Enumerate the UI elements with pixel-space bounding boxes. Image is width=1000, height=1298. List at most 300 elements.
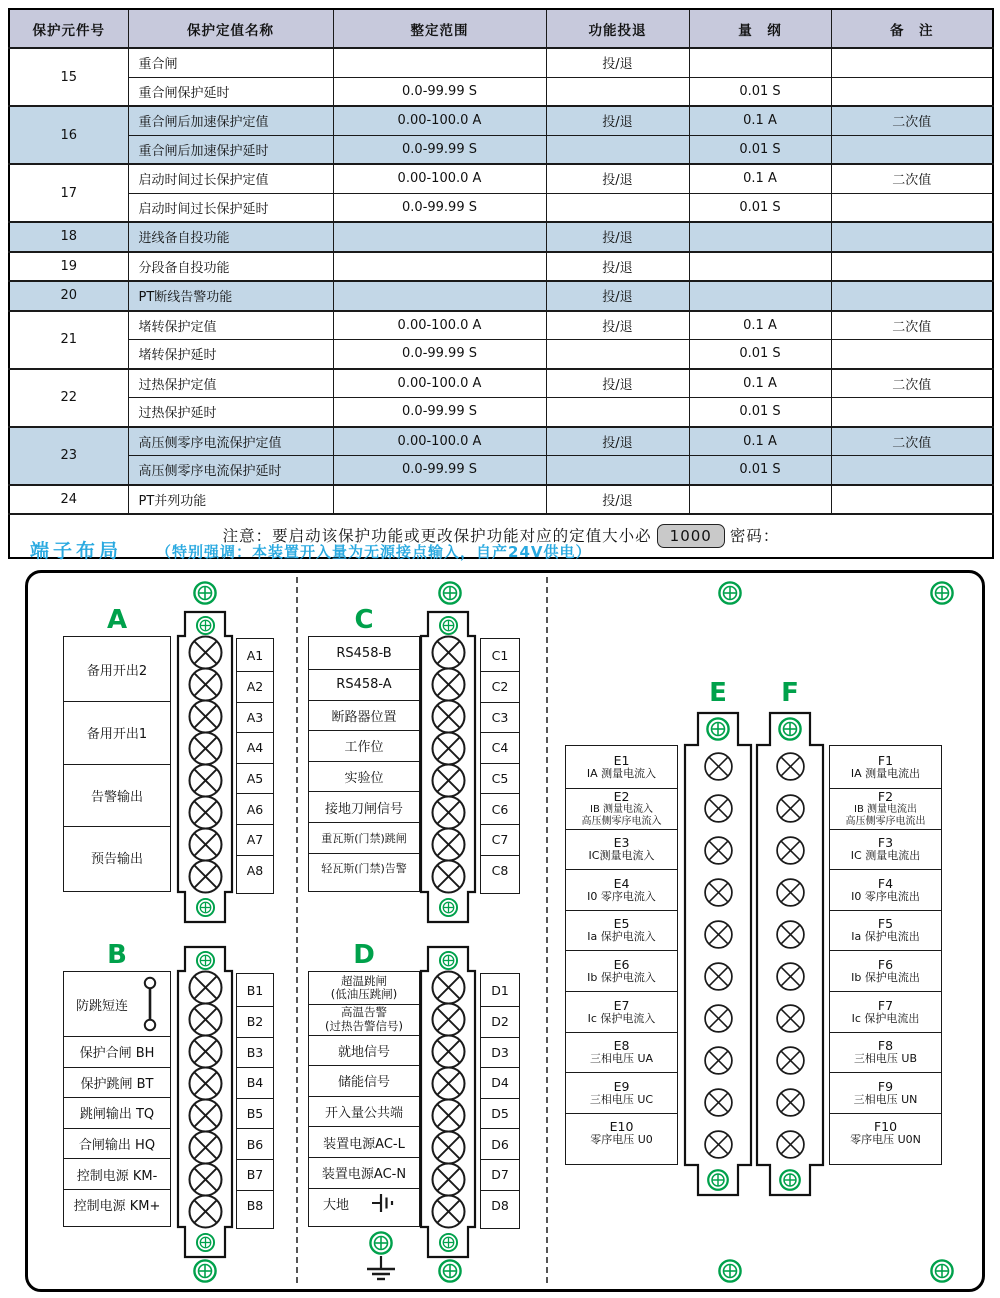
dimension: 0.01 S [689, 135, 831, 164]
io-label-text: 防跳短连 [75, 998, 128, 1014]
io-label-line: Ic 保护电流出 [851, 1011, 920, 1025]
terminal-number: C2 [481, 671, 519, 702]
jumper-icon [142, 976, 158, 1032]
section-C-terminal-numbers [480, 638, 520, 894]
setting-range: 0.0-99.99 S [333, 456, 546, 485]
element-number: 17 [9, 164, 128, 222]
io-label-line: 零序电压 U0N [850, 1133, 921, 1147]
io-label [566, 1032, 677, 1073]
terminal-code: E6 [613, 956, 630, 972]
terminal-number: A3 [237, 702, 273, 733]
io-label-text: 装置电源AC-N [321, 1167, 407, 1183]
remark [831, 135, 993, 164]
element-number: 15 [9, 48, 128, 106]
terminal-code: E5 [613, 916, 630, 932]
terminal-code: E2 [613, 789, 630, 805]
mounting-screw-icon [437, 580, 463, 606]
table-row [9, 340, 993, 369]
io-label-text: 备用开出1 [86, 727, 148, 743]
io-label [64, 701, 170, 764]
strip-screw-icon [705, 716, 731, 742]
section-divider [296, 577, 298, 1283]
dimension: 0.1 A [689, 164, 831, 193]
terminal-number: C7 [481, 824, 519, 855]
terminal-number: B8 [237, 1190, 273, 1221]
function-switch [546, 77, 689, 106]
terminal-code: F3 [877, 835, 894, 851]
io-label [830, 1113, 941, 1154]
terminal-layout-title [30, 536, 592, 563]
function-switch [546, 398, 689, 427]
section-E-label: E [709, 678, 727, 708]
terminal-code: E10 [609, 1119, 634, 1135]
terminal-number: A2 [237, 671, 273, 702]
terminal-circle-icon [703, 919, 734, 950]
terminal-number: B3 [237, 1037, 273, 1068]
io-label [309, 637, 419, 669]
dimension: 0.1 A [689, 427, 831, 456]
setting-name: 进线备自投功能 [128, 222, 333, 252]
io-label-text: 控制电源 KM- [76, 1168, 158, 1184]
terminal-number: B7 [237, 1159, 273, 1190]
io-label-text: 控制电源 KM+ [73, 1199, 161, 1215]
terminal-number: D4 [481, 1067, 519, 1098]
setting-name: 堵转保护延时 [128, 340, 333, 369]
io-label [64, 637, 170, 701]
terminal-number: D5 [481, 1098, 519, 1129]
setting-name: 分段备自投功能 [128, 252, 333, 282]
table-row [9, 252, 993, 282]
terminal-code: F10 [873, 1119, 898, 1135]
terminal-number: C5 [481, 763, 519, 794]
io-label [566, 1072, 677, 1113]
io-label [64, 1036, 170, 1067]
setting-name: 重合闸后加速保护延时 [128, 135, 333, 164]
io-label [830, 746, 941, 788]
io-label [309, 1188, 419, 1219]
dimension [689, 222, 831, 252]
io-label-line: I0 零序电流出 [851, 889, 920, 903]
io-label-line: IC 测量电流出 [850, 849, 921, 863]
remark [831, 222, 993, 252]
function-switch: 投/退 [546, 252, 689, 282]
note-text-before: 注意：要启动该保护功能或更改保护功能对应的定值大小必 [222, 527, 652, 545]
dimension [689, 281, 831, 311]
terminal-circle-icon [775, 835, 806, 866]
function-switch [546, 340, 689, 369]
element-number: 20 [9, 281, 128, 311]
io-label-text: 跳闸输出 TQ [79, 1107, 155, 1123]
setting-range: 0.0-99.99 S [333, 340, 546, 369]
dimension [689, 252, 831, 282]
earth-icon [371, 1193, 397, 1213]
io-label-line: I0 零序电流入 [587, 889, 656, 903]
section-B-terminal-numbers [236, 973, 274, 1229]
io-label-line: (低油压跳闸) [330, 987, 398, 1001]
table-row [9, 48, 993, 77]
terminal-number: B6 [237, 1128, 273, 1159]
io-label [309, 700, 419, 731]
io-label-line: IB 测量电流入 [590, 804, 653, 816]
io-label [830, 1032, 941, 1073]
section-D-io-labels [308, 971, 420, 1227]
terminal-circle-icon [703, 877, 734, 908]
element-number: 22 [9, 369, 128, 427]
io-label [566, 746, 677, 788]
strip-screw-icon [777, 716, 803, 742]
terminal-code: E1 [613, 752, 630, 768]
header-cell-1: 保护定值名称 [128, 9, 333, 48]
terminal-circle-icon [775, 1045, 806, 1076]
setting-range [333, 222, 546, 252]
strip-screw-icon [195, 897, 216, 918]
io-label-line: IA 测量电流出 [850, 766, 921, 780]
terminal-circle-icon [775, 877, 806, 908]
io-label [309, 761, 419, 792]
terminal-circle-icon [703, 1129, 734, 1160]
dimension: 0.1 A [689, 106, 831, 135]
io-label [64, 1067, 170, 1098]
io-label-line: 三相电压 UN [853, 1092, 918, 1106]
terminal-circle-icon [430, 858, 467, 895]
function-switch: 投/退 [546, 281, 689, 311]
ground-symbol-icon [364, 1256, 398, 1284]
setting-name: 重合闸保护延时 [128, 77, 333, 106]
dimension: 0.01 S [689, 340, 831, 369]
table-row [9, 311, 993, 340]
remark: 二次值 [831, 311, 993, 340]
setting-name: 重合闸后加速保护定值 [128, 106, 333, 135]
strip-screw-icon [438, 615, 459, 636]
io-label [64, 1189, 170, 1220]
mounting-screw-icon [192, 580, 218, 606]
terminal-circle-icon [775, 919, 806, 950]
terminal-code: E3 [613, 835, 630, 851]
terminal-number: A1 [246, 647, 264, 663]
table-header-row [9, 9, 993, 48]
remark [831, 77, 993, 106]
ground-screw-icon [368, 1230, 394, 1256]
table-row [9, 106, 993, 135]
password-box: 1000 [657, 524, 725, 548]
io-label [64, 1158, 170, 1189]
terminal-number: D3 [481, 1037, 519, 1068]
header-cell-5: 备 注 [831, 9, 993, 48]
io-label-line: 高温告警 [341, 1005, 387, 1020]
setting-range: 0.0-99.99 S [333, 135, 546, 164]
io-label-line: 三相电压 UC [589, 1092, 654, 1106]
table-row [9, 164, 993, 193]
function-switch [546, 135, 689, 164]
terminal-circle-icon [703, 751, 734, 782]
element-number: 21 [9, 311, 128, 369]
element-number: 16 [9, 106, 128, 164]
remark [831, 48, 993, 77]
section-C-label: C [354, 605, 374, 635]
section-C-io-labels [308, 636, 420, 892]
element-number: 23 [9, 427, 128, 485]
section-A-terminal-numbers [236, 638, 274, 894]
remark [831, 456, 993, 485]
io-label-text: 实验位 [344, 771, 384, 787]
io-label-text: 断路器位置 [331, 709, 397, 725]
io-label [830, 788, 941, 829]
terminal-circle-icon [703, 1003, 734, 1034]
io-label [309, 669, 419, 700]
setting-name: 高压侧零序电流保护延时 [128, 456, 333, 485]
io-label [566, 829, 677, 870]
function-switch [546, 193, 689, 222]
terminal-circle-icon [775, 961, 806, 992]
terminal-code: F2 [877, 789, 894, 805]
strip-screw-icon [195, 615, 216, 636]
io-label [830, 950, 941, 991]
io-label-text: 储能信号 [337, 1075, 390, 1091]
function-switch: 投/退 [546, 311, 689, 340]
setting-range: 0.0-99.99 S [333, 193, 546, 222]
strip-screw-icon [706, 1168, 730, 1192]
table-row [9, 77, 993, 106]
table-row [9, 281, 993, 311]
io-label [566, 1113, 677, 1154]
remark: 二次值 [831, 164, 993, 193]
setting-name: 过热保护延时 [128, 398, 333, 427]
remark [831, 485, 993, 515]
protection-settings-table [8, 8, 994, 559]
terminal-number: B5 [237, 1098, 273, 1129]
setting-range [333, 485, 546, 515]
setting-name: 高压侧零序电流保护定值 [128, 427, 333, 456]
terminal-number: B4 [237, 1067, 273, 1098]
terminal-circle-icon [187, 1193, 224, 1230]
io-label [309, 730, 419, 761]
setting-name: 过热保护定值 [128, 369, 333, 398]
section-B-label: B [107, 940, 127, 970]
setting-range: 0.00-100.0 A [333, 164, 546, 193]
remark [831, 398, 993, 427]
setting-name: PT断线告警功能 [128, 281, 333, 311]
io-label [309, 822, 419, 853]
section-F-label: F [781, 678, 799, 708]
terminal-number: B2 [237, 1006, 273, 1037]
header-cell-0: 保护元件号 [9, 9, 128, 48]
remark [831, 281, 993, 311]
table-row [9, 485, 993, 515]
io-label-text: 告警输出 [90, 789, 143, 805]
strip-screw-icon [778, 1168, 802, 1192]
dimension: 0.01 S [689, 77, 831, 106]
section-B-io-labels [63, 971, 171, 1227]
io-label [566, 991, 677, 1032]
mounting-screw-icon [929, 580, 955, 606]
io-label-line: 超温跳闸 [341, 973, 387, 988]
io-label [309, 1035, 419, 1066]
terminal-code: E4 [613, 875, 630, 891]
setting-range: 0.0-99.99 S [333, 398, 546, 427]
io-label-text: 保护合闸 BH [79, 1046, 155, 1062]
io-label-line: Ia 保护电流入 [587, 930, 656, 944]
section-D-label: D [353, 940, 375, 970]
io-label-line: IC测量电流入 [588, 849, 655, 863]
terminal-number: A8 [237, 855, 273, 886]
terminal-code: F1 [877, 752, 894, 768]
io-label [309, 972, 419, 1004]
setting-name: 启动时间过长保护定值 [128, 164, 333, 193]
terminal-code: F8 [877, 1038, 894, 1054]
dimension: 0.01 S [689, 398, 831, 427]
section-D-terminal-numbers [480, 973, 520, 1229]
terminal-strip-F [755, 711, 825, 1197]
function-switch: 投/退 [546, 485, 689, 515]
section-F-io-labels [829, 745, 942, 1165]
table-row [9, 427, 993, 456]
io-label-text: 合闸输出 HQ [78, 1138, 156, 1154]
dimension: 0.01 S [689, 456, 831, 485]
io-label-text: 大地 [323, 1197, 350, 1213]
terminal-number: C1 [491, 647, 509, 663]
mounting-screw-icon [717, 580, 743, 606]
terminal-circle-icon [775, 793, 806, 824]
io-label-line: 零序电压 U0 [590, 1133, 653, 1147]
io-label-text: 预告输出 [90, 852, 143, 868]
mounting-screw-icon [192, 1258, 218, 1284]
io-label-text: 保护跳闸 BT [80, 1076, 154, 1092]
io-label [830, 1072, 941, 1113]
terminal-circle-icon [703, 1087, 734, 1118]
function-switch: 投/退 [546, 222, 689, 252]
terminal-number: C3 [481, 702, 519, 733]
terminal-number: D7 [481, 1159, 519, 1190]
terminal-number: D1 [491, 982, 509, 998]
io-label-text: 轻瓦斯(门禁)告警 [321, 862, 407, 876]
io-label [309, 1096, 419, 1127]
io-label-text: 装置电源AC-L [323, 1136, 405, 1152]
remark [831, 193, 993, 222]
setting-range: 0.00-100.0 A [333, 427, 546, 456]
table-row [9, 222, 993, 252]
terminal-circle-icon [703, 1045, 734, 1076]
terminal-number: A7 [237, 824, 273, 855]
io-label [830, 910, 941, 951]
dimension [689, 48, 831, 77]
io-label [830, 829, 941, 870]
table-row [9, 369, 993, 398]
table-row [9, 456, 993, 485]
io-label-line: 三相电压 UA [589, 1052, 654, 1066]
header-cell-3: 功能投退 [546, 9, 689, 48]
io-label-line: IA 测量电流入 [586, 766, 657, 780]
terminal-layout-note: （特别强调：本装置开入量为无源接点输入，自产24V供电） [156, 543, 592, 561]
setting-name: 启动时间过长保护延时 [128, 193, 333, 222]
terminal-code: E8 [613, 1038, 630, 1054]
note-text-after: 密码： [729, 527, 780, 545]
io-label [566, 950, 677, 991]
io-label [566, 788, 677, 829]
strip-screw-icon [438, 897, 459, 918]
section-E-io-labels [565, 745, 678, 1165]
terminal-layout-heading: 端子布局 [30, 540, 123, 562]
setting-range [333, 252, 546, 282]
remark: 二次值 [831, 369, 993, 398]
io-label [566, 910, 677, 951]
section-divider [546, 577, 548, 1283]
io-label [309, 791, 419, 822]
io-label-text: 就地信号 [337, 1044, 390, 1060]
table-row [9, 398, 993, 427]
io-label [309, 1157, 419, 1188]
remark: 二次值 [831, 427, 993, 456]
terminal-code: F5 [877, 916, 894, 932]
terminal-code: E9 [613, 1078, 630, 1094]
setting-range: 0.00-100.0 A [333, 311, 546, 340]
function-switch [546, 456, 689, 485]
setting-range: 0.00-100.0 A [333, 369, 546, 398]
io-label-line: (过热告警信号) [325, 1018, 403, 1033]
strip-screw-icon [438, 1232, 459, 1253]
terminal-code: F9 [877, 1078, 894, 1094]
setting-name: 堵转保护定值 [128, 311, 333, 340]
terminal-circle-icon [703, 793, 734, 824]
terminal-number: D6 [481, 1128, 519, 1159]
setting-range [333, 48, 546, 77]
element-number: 18 [9, 222, 128, 252]
terminal-panel-inner [28, 573, 982, 1289]
dimension: 0.1 A [689, 311, 831, 340]
function-switch: 投/退 [546, 48, 689, 77]
terminal-number: B1 [246, 982, 264, 998]
terminal-code: F6 [877, 956, 894, 972]
element-number: 24 [9, 485, 128, 515]
terminal-circle-icon [703, 961, 734, 992]
io-label [309, 1126, 419, 1157]
terminal-panel [25, 570, 985, 1292]
io-label [64, 1128, 170, 1159]
header-cell-2: 整定范围 [333, 9, 546, 48]
header-cell-4: 量 纲 [689, 9, 831, 48]
io-label [64, 826, 170, 889]
strip-screw-icon [438, 950, 459, 971]
terminal-number: A5 [237, 763, 273, 794]
io-label [830, 991, 941, 1032]
io-label-line: IB 测量电流出 [854, 804, 917, 816]
function-switch: 投/退 [546, 369, 689, 398]
io-label-text: 备用开出2 [86, 663, 148, 679]
terminal-circle-icon [430, 1193, 467, 1230]
io-label-line: 高压侧零序电流出 [845, 815, 926, 827]
terminal-circle-icon [775, 751, 806, 782]
terminal-code: F7 [877, 997, 894, 1013]
io-label [309, 1004, 419, 1035]
io-label-line: Ia 保护电流出 [851, 930, 920, 944]
io-label-text: RS458-A [336, 677, 392, 693]
dimension: 0.1 A [689, 369, 831, 398]
strip-screw-icon [195, 950, 216, 971]
setting-name: PT并列功能 [128, 485, 333, 515]
io-label [309, 853, 419, 884]
remark: 二次值 [831, 106, 993, 135]
dimension [689, 485, 831, 515]
io-label-line: Ic 保护电流入 [587, 1011, 656, 1025]
function-switch: 投/退 [546, 427, 689, 456]
terminal-circle-icon [187, 858, 224, 895]
io-label-line: Ib 保护电流入 [587, 970, 656, 984]
io-label [64, 1097, 170, 1128]
terminal-number: C8 [481, 855, 519, 886]
terminal-number: C4 [481, 732, 519, 763]
mounting-screw-icon [437, 1258, 463, 1284]
terminal-circle-icon [775, 1087, 806, 1118]
remark [831, 340, 993, 369]
